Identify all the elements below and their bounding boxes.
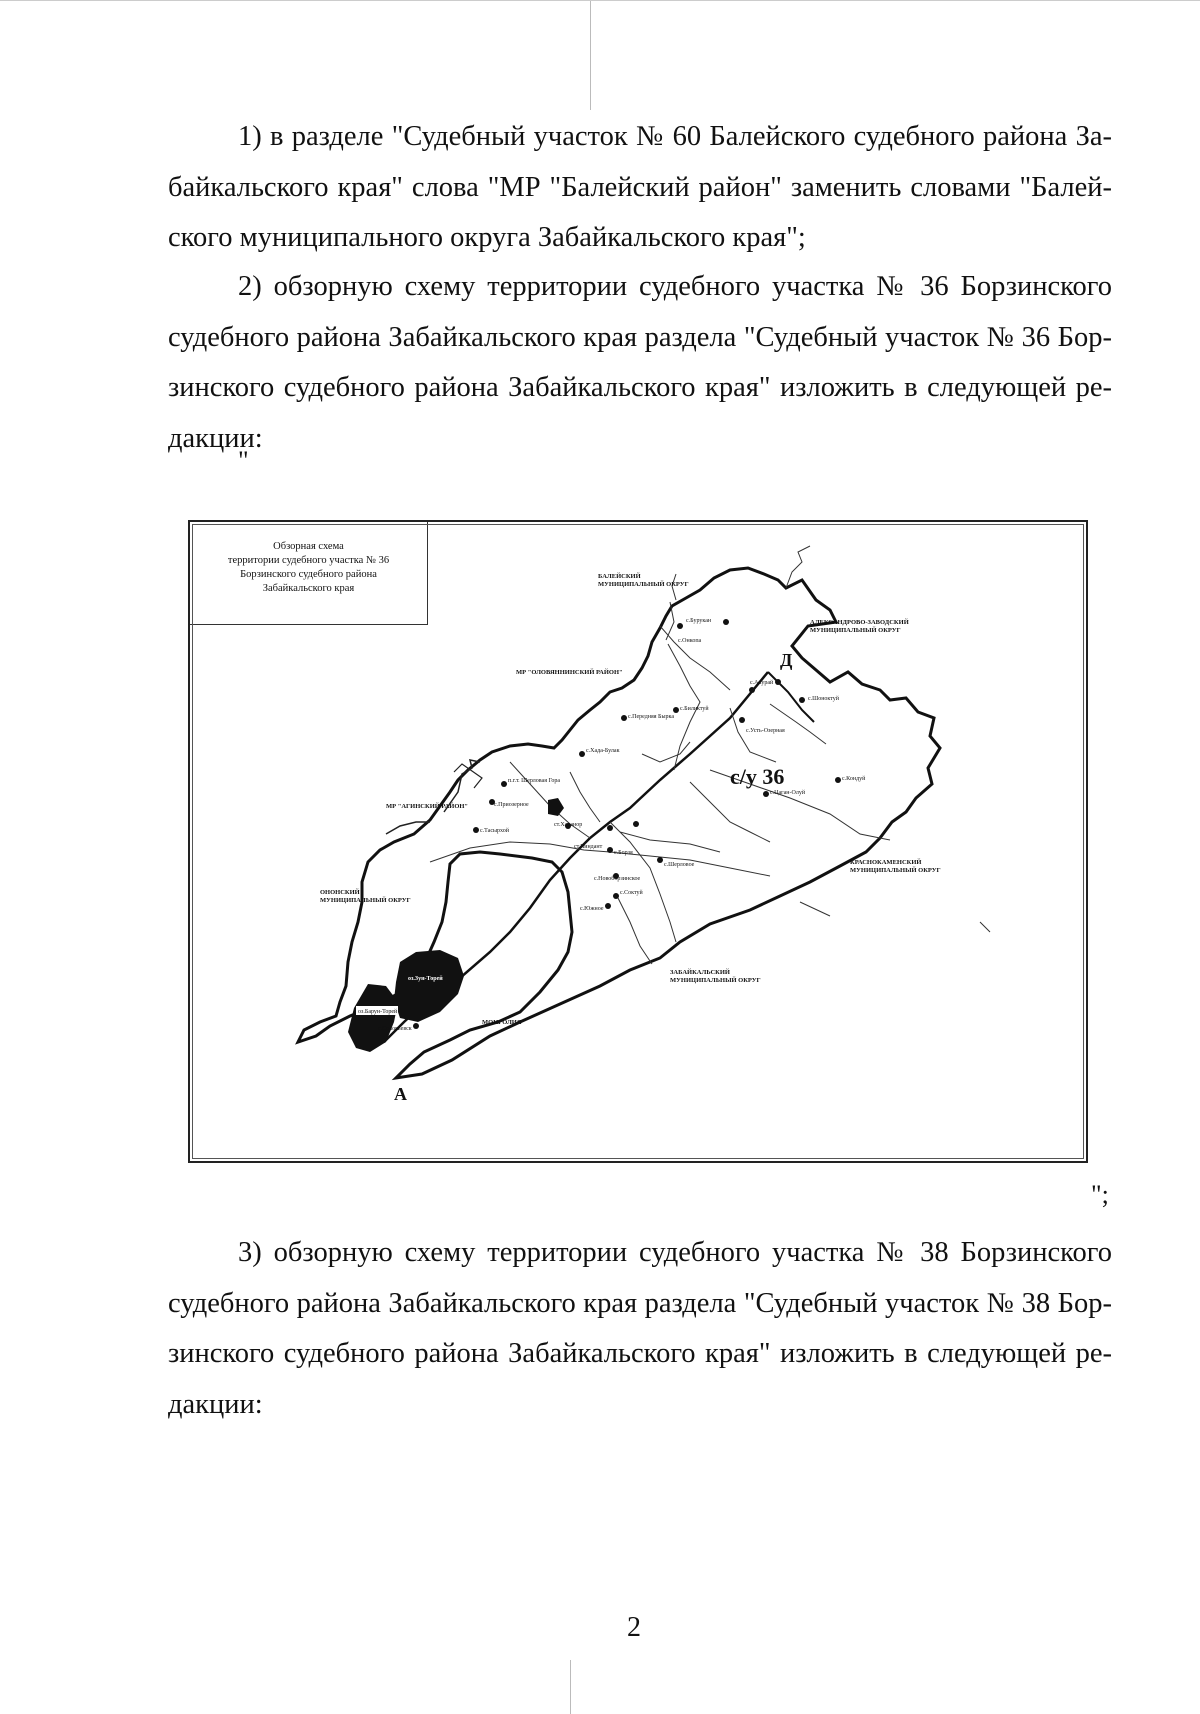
- settlement-label: с.Новоборзинское: [594, 876, 641, 882]
- text-line: дакции:: [168, 1388, 263, 1420]
- river-line: [616, 894, 652, 964]
- settlement-label: с.Передняя Бырка: [628, 714, 674, 720]
- map-title-box: [190, 522, 428, 625]
- settlement-label: с.Усть-Озерная: [746, 728, 785, 734]
- scan-artifact-top: [0, 0, 1200, 1]
- settlement-label: ст.Чиндант: [574, 844, 603, 850]
- corner-label-d: Д: [780, 650, 793, 670]
- region-label: МУНИЦИПАЛЬНЫЙ ОКРУГ: [850, 867, 941, 874]
- settlement-label: с.Соловьевск: [378, 1026, 412, 1032]
- scan-artifact-bottom: [570, 1660, 571, 1714]
- road-line: [384, 672, 768, 1042]
- river-line: [770, 704, 826, 744]
- settlement-label: с.Бурукан: [686, 618, 712, 624]
- region-label: МУНИЦИПАЛЬНЫЙ ОКРУГ: [810, 627, 901, 634]
- region-label: МУНИЦИПАЛЬНЫЙ ОКРУГ: [320, 897, 411, 904]
- map-drawing: [190, 522, 1086, 1161]
- settlement-label: с.Шерловое: [664, 862, 695, 868]
- settlement-label: с.Цаган-Олуй: [770, 790, 806, 796]
- region-label: МОНГОЛИЯ: [482, 1019, 522, 1026]
- settlement-label: с.Борзя: [614, 850, 633, 856]
- river-line: [430, 842, 770, 876]
- river-line: [710, 770, 890, 840]
- settlement-label: ст.Харанор: [554, 822, 583, 828]
- lake-kharanor: [548, 798, 564, 816]
- text-line: 3) обзорную схему территории судебного участка № 38 Борзинского: [238, 1237, 1112, 1268]
- settlement-label: с.Приозерное: [494, 802, 529, 808]
- river-line: [666, 602, 674, 640]
- river-line: [570, 772, 600, 822]
- river-line: [730, 708, 776, 762]
- text-line: 1) в разделе "Судебный участок № 60 Балейского судебного района За-: [238, 121, 1112, 152]
- text-line: судебного района Забайкальского края раздела "Судебный участок № 36 Бор-: [168, 321, 1112, 353]
- settlement-dots: [413, 619, 841, 1029]
- settlement-label: с.Кондуй: [842, 776, 866, 782]
- text-line: байкальского края" слова "МР "Балейский район" заменить словами "Балей-: [168, 171, 1112, 203]
- paragraph-item-1: [168, 112, 1112, 264]
- text-line: дакции:: [168, 422, 263, 454]
- region-label: АЛЕКСАНДРОВО-ЗАВОДСКИЙ: [810, 619, 909, 626]
- district-label: с/у 36: [730, 764, 785, 789]
- settlement-label: с.Биликтуй: [680, 706, 709, 712]
- settlement-label: с.Шоноктуй: [808, 696, 840, 702]
- settlement-label: с.Хада-Булак: [586, 748, 620, 754]
- border-tick: [800, 902, 990, 932]
- river-line: [620, 832, 720, 852]
- region-label: КРАСНОКАМЕНСКИЙ: [850, 859, 922, 866]
- river-line: [610, 822, 676, 942]
- opening-quote: ": [238, 446, 249, 475]
- aginsky-outline: [454, 764, 482, 788]
- region-label: МУНИЦИПАЛЬНЫЙ ОКРУГ: [598, 581, 689, 588]
- paragraph-item-3: [168, 1228, 1112, 1430]
- river-line: [672, 574, 676, 600]
- river-line: [660, 626, 730, 690]
- settlement-label: с.Акурай: [750, 680, 774, 686]
- district-boundary: [298, 568, 940, 1078]
- region-label: МР "АГИНСКИЙ РАЙОН": [386, 803, 469, 810]
- settlement-label: с.Онкопа: [678, 638, 702, 644]
- lake-label: оз.Зун-Торей: [408, 976, 443, 982]
- lake-barun-torey: [348, 984, 398, 1052]
- overview-map: [188, 520, 1088, 1163]
- map-title-line: Забайкальского края: [262, 583, 355, 594]
- region-label: ЗАБАЙКАЛЬСКИЙ: [670, 969, 730, 976]
- region-label: МУНИЦИПАЛЬНЫЙ ОКРУГ: [670, 977, 761, 984]
- settlement-label: с.Тасырхой: [480, 828, 510, 834]
- page-number: 2: [627, 1612, 641, 1643]
- region-label: ОНОНСКИЙ: [320, 889, 360, 896]
- map-title-line: Обзорная схема: [273, 541, 344, 552]
- corner-label-a: А: [394, 1084, 407, 1104]
- settlement-label: с.Соктуй: [620, 890, 643, 896]
- river-line: [668, 644, 700, 770]
- lake-zun-torey: [394, 950, 464, 1022]
- map-title-line: Борзинского судебного района: [240, 569, 377, 580]
- settlement-label: п.г.т. Шерловая Гора: [508, 778, 561, 784]
- text-line: 2) обзорную схему территории судебного участка № 36 Борзинского: [238, 271, 1112, 302]
- river-line: [690, 782, 770, 842]
- region-label: МР "ОЛОВЯННИНСКИЙ РАЙОН": [516, 669, 623, 676]
- scan-artifact-line: [590, 0, 591, 110]
- lake-label: оз.Барун-Торей: [358, 1009, 398, 1015]
- text-line: ского муниципального округа Забайкальского края";: [168, 222, 806, 253]
- road-line: [768, 672, 814, 722]
- settlement-label: с.Южное: [580, 906, 604, 912]
- text-line: судебного района Забайкальского края раздела "Судебный участок № 38 Бор-: [168, 1287, 1112, 1319]
- map-title-line: территории судебного участка № 36: [227, 555, 390, 566]
- river-line: [642, 742, 690, 762]
- text-line: зинского судебного района Забайкальского края" изложить в следующей ре-: [168, 1338, 1112, 1369]
- river-line: [510, 762, 590, 838]
- paragraph-item-2: [168, 262, 1112, 464]
- aginsky-boundary: [386, 760, 480, 834]
- closing-quote: ";: [1091, 1180, 1109, 1209]
- region-label: БАЛЕЙСКИЙ: [598, 573, 641, 580]
- river-line: [786, 546, 810, 588]
- text-line: зинского судебного района Забайкальского края" изложить в следующей ре-: [168, 372, 1112, 403]
